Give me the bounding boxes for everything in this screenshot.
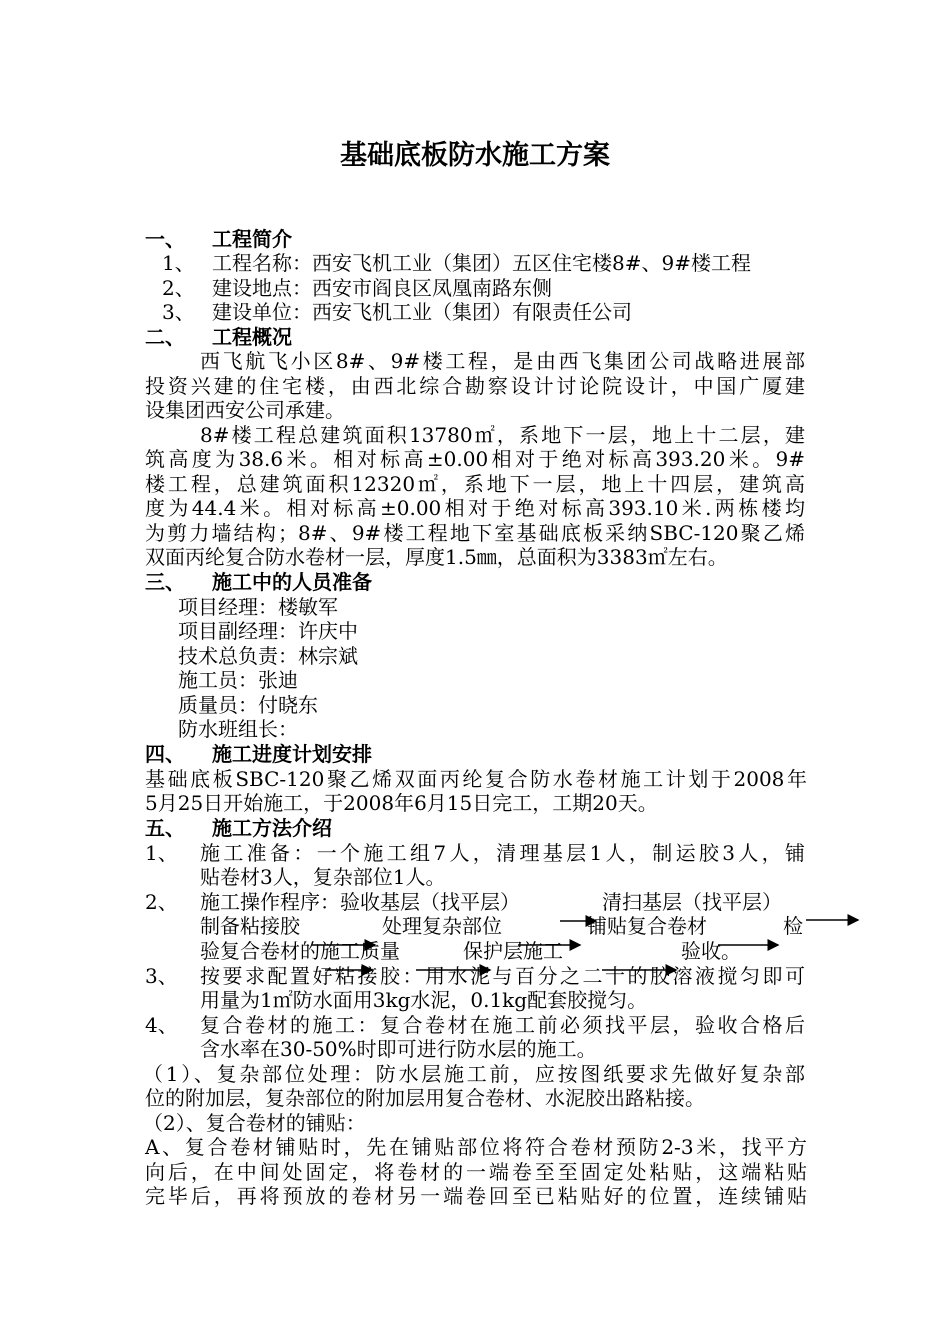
list-item-line: 施工准备：一个施工组7人，清理基层1人，制运胶3人，铺 [200,841,805,865]
list-item-number: 4、 [145,1013,178,1037]
list-item-number: 2、 [145,890,178,914]
section-2-heading: 工程概况 [212,325,292,349]
staff-line: 防水班组长： [178,717,298,741]
page-title: 基础底板防水施工方案 [340,140,610,171]
list-item-line: 贴卷材3人，复杂部位1人。 [200,865,446,889]
staff-line: 施工员：张迪 [178,668,298,692]
list-item: 建设地点：西安市阎良区凤凰南路东侧 [212,276,552,300]
section-4-heading: 施工进度计划安排 [212,742,372,766]
flow-step: 处理复杂部位 [382,914,502,938]
list-item-number: 1、 [162,251,195,275]
list-item: 工程名称：西安飞机工业（集团）五区住宅楼8#、9#楼工程 [212,251,751,275]
section-4-number: 四、 [145,742,185,766]
list-item: 建设单位：西安飞机工业（集团）有限责任公司 [212,300,632,324]
paragraph-line: 基础底板SBC-120聚乙烯双面丙纶复合防水卷材施工计划于2008年 [145,767,807,791]
flow-step: 施工操作程序：验收基层（找平层） [200,890,520,914]
list-item-line: 含水率在30-50%时即可进行防水层的施工。 [200,1037,597,1061]
staff-line: 项目经理：楼敏军 [178,595,338,619]
flow-step: 保护层施工 [463,939,563,963]
paragraph-line: 设集团西安公司承建。 [145,398,345,422]
flow-step: 铺贴复合卷材 [587,914,707,938]
paragraph-line: 向后，在中间处固定，将卷材的一端卷至至固定处粘贴，这端粘贴 [145,1160,807,1184]
flow-step: 检 [783,914,803,938]
section-3-heading: 施工中的人员准备 [212,570,372,594]
paragraph-line: 筑高度为38.6米。相对标高±0.00相对于绝对标高393.20米。9# [145,447,805,471]
paragraph-line: 8#楼工程总建筑面积13780㎡，系地下一层，地上十二层，建 [200,423,805,447]
list-item-number: 1、 [145,841,178,865]
paragraph-line: （1）、复杂部位处理：防水层施工前，应按图纸要求先做好复杂部 [143,1062,805,1086]
section-1-number: 一、 [145,227,185,251]
paragraph-line: 位的附加层，复杂部位的附加层用复合卷材、水泥胶出路粘接。 [145,1086,705,1110]
section-3-number: 三、 [145,570,185,594]
list-item-line: 按要求配置好粘接胶：用水泥与百分之二十的胶溶液搅匀即可 [200,964,805,988]
section-5-number: 五、 [145,816,185,840]
flow-step: 制备粘接胶 [200,914,300,938]
flow-step: 验收。 [681,939,741,963]
staff-line: 项目副经理：许庆中 [178,619,358,643]
list-item-line: 用量为1㎡防水面用3kg水泥，0.1kg配套胶搅匀。 [200,988,648,1012]
flow-step: 验复合卷材的施工质量 [200,939,400,963]
paragraph-line: 度为44.4米。相对标高±0.00相对于绝对标高393.10米.两栋楼均 [145,496,805,520]
paragraph-line: 楼工程，总建筑面积12320㎡，系地下一层，地上十四层，建筑高 [145,472,805,496]
paragraph-line: 双面丙纶复合防水卷材一层，厚度1.5㎜，总面积为3383㎡左右。 [145,545,728,569]
paragraph-line: 5月25日开始施工，于2008年6月15日完工，工期20天。 [145,791,658,815]
paragraph-line: 为剪力墙结构；8#、9#楼工程地下室基础底板采纳SBC-120聚乙烯 [145,521,805,545]
paragraph-line: 完毕后，再将预放的卷材另一端卷回至已粘贴好的位置，连续铺贴 [145,1184,807,1208]
list-item-number: 3、 [145,964,178,988]
paragraph-line: A、复合卷材铺贴时，先在铺贴部位将符合卷材预防2-3米，找平方 [145,1135,807,1159]
flow-step: 清扫基层（找平层） [602,890,782,914]
paragraph-line: 投资兴建的住宅楼，由西北综合勘察设计讨论院设计，中国广厦建 [145,374,805,398]
list-item-line: 复合卷材的施工：复合卷材在施工前必须找平层，验收合格后 [200,1013,805,1037]
section-1-heading: 工程简介 [212,227,292,251]
section-2-number: 二、 [145,325,185,349]
staff-line: 质量员：付晓东 [178,693,318,717]
list-item-number: 3、 [162,300,195,324]
section-5-heading: 施工方法介绍 [212,816,332,840]
paragraph-line: 西飞航飞小区8#、9#楼工程，是由西飞集团公司战略进展部 [200,349,805,373]
staff-line: 技术总负责：林宗斌 [178,644,358,668]
list-item-number: 2、 [162,276,195,300]
subheading: （2）、复合卷材的铺贴： [143,1111,366,1135]
